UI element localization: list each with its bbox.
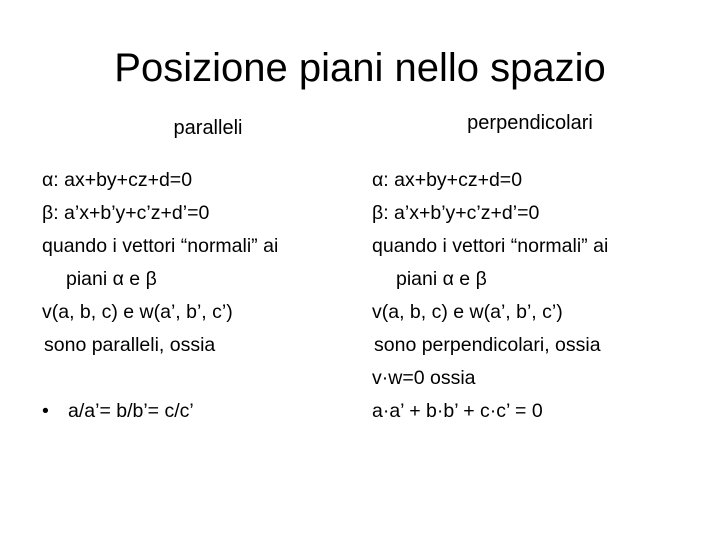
heading-paralleli: paralleli <box>173 117 243 139</box>
plane-beta-equation: β: a’x+b’y+c’z+d’=0 <box>372 202 540 224</box>
parallel-condition-item <box>42 395 342 428</box>
condition-text: sono paralleli, ossia <box>44 334 216 356</box>
right-column <box>372 164 692 428</box>
plane-beta-equation: β: a’x+b’y+c’z+d’=0 <box>42 202 210 224</box>
perpendicular-condition-formula: a·a’ + b·b’ + c·c’ = 0 <box>372 400 543 422</box>
spacer <box>42 362 342 395</box>
normals-text-cont: piani α e β <box>396 268 487 290</box>
heading-perpendicolari: perpendicolari <box>467 112 593 134</box>
bullet-icon: • <box>42 400 49 422</box>
slide-title: Posizione piani nello spazio <box>114 46 606 90</box>
parallel-condition-formula: a/a’= b/b’= c/c’ <box>68 400 194 422</box>
plane-alpha-equation: α: ax+by+cz+d=0 <box>372 169 523 191</box>
normals-text: quando i vettori “normali” ai <box>372 235 609 257</box>
condition-text: sono perpendicolari, ossia <box>374 334 601 356</box>
vectors-text: v(a, b, c) e w(a’, b’, c’) <box>42 301 233 323</box>
vectors-text: v(a, b, c) e w(a’, b’, c’) <box>372 301 563 323</box>
normals-text: quando i vettori “normali” ai <box>42 235 279 257</box>
dot-product-text: v·w=0 ossia <box>372 367 476 389</box>
left-column <box>42 164 342 428</box>
plane-alpha-equation: α: ax+by+cz+d=0 <box>42 169 193 191</box>
normals-text-cont: piani α e β <box>66 268 157 290</box>
